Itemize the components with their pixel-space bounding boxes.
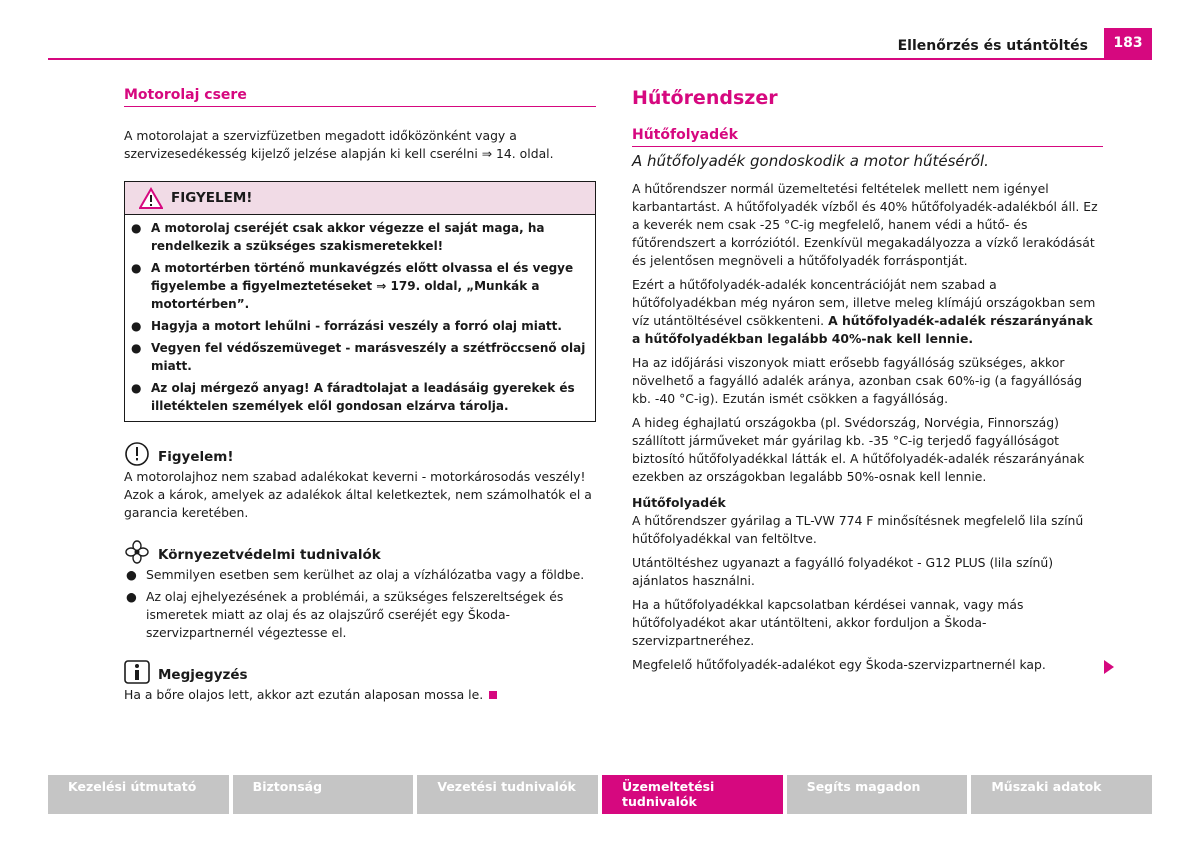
warning-item: ● A motortérben történő munkavégzés előtt olvassa el és vegye figyelembe a figyelmeztetéseket ⇒ 179. oldal, „Munkák a motortérben”. [131,261,574,311]
nav-tab-self-help[interactable]: Segíts magadon [787,775,968,814]
page-heading: Hűtőrendszer [632,87,778,109]
paragraph: Ha az időjárási viszonyok miatt erősebb fagyállóság szükséges, akkor növelhető a fagyálló adalék aránya, azonban csak 60%-ig (a fagyállóság kb. -40 °C-ig). Ezután ismét csökken a fagyállóság. [632,355,1083,406]
left-column [124,86,596,710]
coolant-label: Hűtőfolyadék [632,495,726,510]
right-column [632,86,1103,680]
remark-title: Megjegyzés [158,667,248,683]
nav-tab-operation-tips[interactable]: Üzemeltetési tudnivalók [602,775,783,814]
header-rule [48,58,1152,60]
page-number: 183 [1104,28,1152,58]
paragraph: A hideg éghajlatú országokba (pl. Svédország, Norvégia, Finnország) szállított járműveket már gyárilag kb. -35 °C-ig terjedő fagyállóságot biztosító hűtőfolyadékkal látták el. A hűtőfolyadék-adalék részarányának ezekben az országokban legalább 50%-osnak kell lennie. [632,415,1085,484]
environment-title: Környezetvédelmi tudnivalók [158,547,381,563]
end-of-section-marker [489,691,497,699]
warning-item: ● Hagyja a motort lehűlni - forrázási veszély a forró olaj miatt. [131,319,562,333]
coolant-heading: Hűtőfolyadék [632,126,1103,147]
caution-text: A motorolajhoz nem szabad adalékokat keverni - motorkárosodás veszély! Azok a károk, amelyek az adalékok által keletkeztek, nem számolhatók el a garancia keretében. [124,469,592,520]
paragraph: A hűtőrendszer gyárilag a TL-VW 774 F minősítésnek megfelelő lila színű hűtőfolyadékkal van feltöltve. [632,513,1084,546]
next-page-arrow-icon[interactable] [1104,660,1114,674]
paragraph: Ezért a hűtőfolyadék-adalék koncentrációját nem szabad a hűtőfolyadékban még nyáron sem, illetve meleg klímájú országokban sem víz utántöltésével csökkenteni. A hűtőfolyadék-adalék részarányának a hűtőfolyadékban legalább 40%-nak kell lennie. [632,277,1096,346]
nav-tab-operating-guide[interactable]: Kezelési útmutató [48,775,229,814]
chapter-nav [48,775,1152,814]
remark-note [124,660,596,704]
paragraph: Utántöltéshez ugyanazt a fagyálló folyadékot - G12 PLUS (lila színű) ajánlatos használni. [632,555,1054,588]
caution-title: Figyelem! [158,449,234,465]
warning-header [125,182,595,215]
environment-note [124,540,596,642]
warning-list [125,215,595,421]
paragraph: Megfelelő hűtőfolyadék-adalékot egy Škoda-szervizpartnernél kap. [632,657,1046,672]
caution-note [124,442,596,522]
info-icon [124,660,150,684]
nav-tab-safety[interactable]: Biztonság [233,775,414,814]
environment-item: ● Semmilyen esetben sem kerülhet az olaj a vízhálózatba vagy a földbe. [126,567,585,582]
paragraph: A hűtőrendszer normál üzemeltetési feltételek mellett nem igényel karbantartást. A hűtőfolyadék vízből és 40% hűtőfolyadék-adalékból áll. Ez a keverék nem csak -25 °C-ig megfelelő, hanem védi a hűtő- és fűtőrendszert a korróziótól. Ezenkívül megakadályozza a vízkő lerakódását és jelentősen megnöveli a hűtőfolyadék forráspontját. [632,181,1098,268]
nav-tab-driving-tips[interactable]: Vezetési tudnivalók [417,775,598,814]
remark-text: Ha a bőre olajos lett, akkor azt ezután alaposan mossa le. [124,686,596,704]
oil-change-heading: Motorolaj csere [124,86,596,107]
warning-box [124,181,596,422]
warning-item: ● Vegyen fel védőszemüveget - marásveszély a szétfröccsenő olaj miatt. [131,341,586,373]
environment-item: ● Az olaj ejhelyezésének a problémái, a szükséges felszereltségek és ismeretek miatt az olaj és az olajszűrő cseréjét egy Škoda-szervizpartnernél végeztesse el. [126,589,564,640]
nav-tab-technical-data[interactable]: Műszaki adatok [971,775,1152,814]
warning-item: ● Az olaj mérgező anyag! A fáradtolajat a leadásáig gyerekek és illetéktelen személyek elől gondosan elzárva tárolja. [131,381,575,413]
caution-circle-icon [124,442,150,466]
flower-icon [124,540,150,564]
warning-item: ● A motorolaj cseréjét csak akkor végezze el saját maga, ha rendelkezik a szükséges szakismeretekkel! [131,221,545,253]
running-header-title: Ellenőrzés és utántöltés [897,38,1088,54]
paragraph: Ha a hűtőfolyadékkal kapcsolatban kérdései vannak, vagy más hűtőfolyadékot akar utántölteni, akkor forduljon a Škoda-szervizpartneréhez. [632,597,1024,648]
warning-title: FIGYELEM! [171,190,253,206]
warning-triangle-icon [139,187,163,209]
oil-change-text: A motorolajat a szervizfüzetben megadott időközönként vagy a szervizesedékesség kijelző jelzése alapján ki kell cserélni ⇒ 14. oldal. [124,128,554,161]
lead-text: A hűtőfolyadék gondoskodik a motor hűtéséről. [632,152,989,170]
